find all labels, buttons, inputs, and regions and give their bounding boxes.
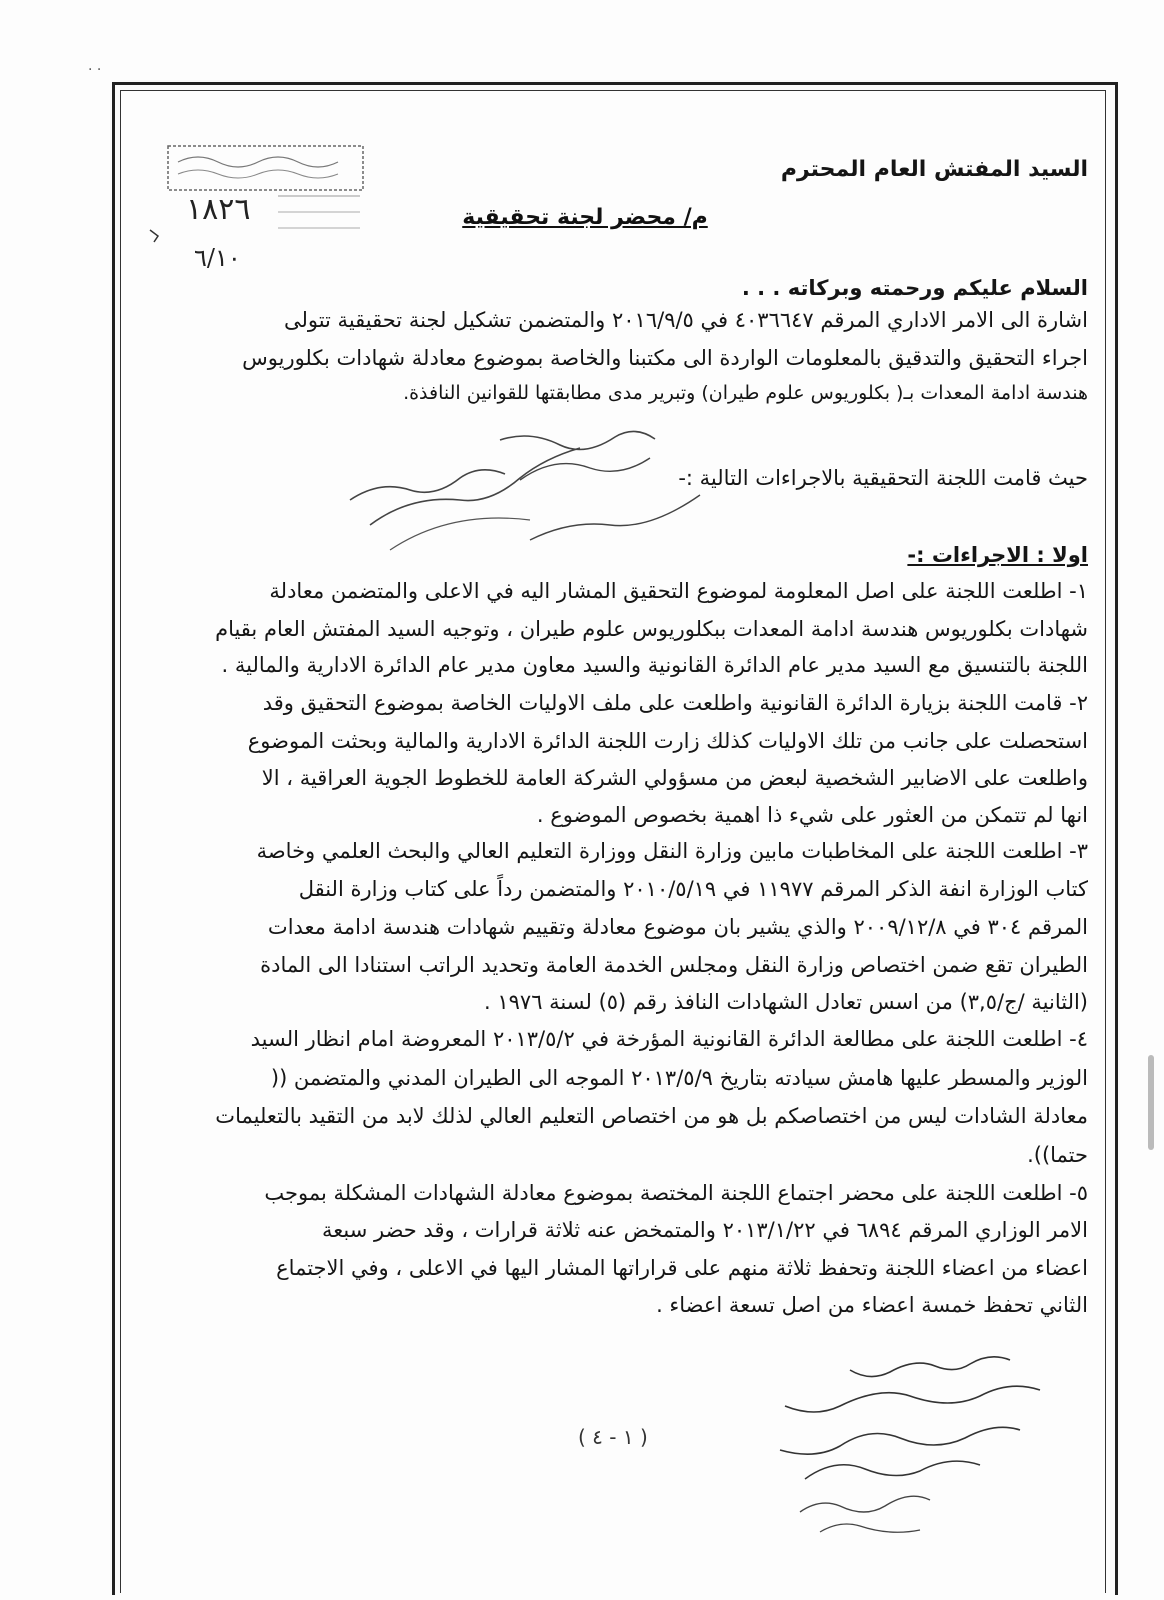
item-2-line: انها لم تتمكن من العثور على شيء ذا اهمية بخصوص الموضوع . <box>536 803 1088 827</box>
item-3-line: الطيران تقع ضمن اختصاص وزارة النقل ومجلس الخدمة العامة وتحديد الراتب استنادا الى المادة <box>260 953 1088 977</box>
intro-line: اشارة الى الامر الاداري المرقم ٤٠٣٦٦٤٧ في ٢٠١٦/٩/٥ والمتضمن تشكيل لجنة تحقيقية تتولى <box>283 308 1088 332</box>
addressee: السيد المفتش العام المحترم <box>780 157 1088 182</box>
item-5-line: الثاني تحفظ خمسة اعضاء من اصل تسعة اعضاء . <box>656 1293 1088 1317</box>
item-2-line: واطلعت على الاضابير الشخصية لبعض من مسؤولي الشركة العامة للخطوط الجوية العراقية ، الا <box>261 766 1088 790</box>
subject-line: م/ محضر لجنة تحقيقية <box>462 205 708 230</box>
item-2-line: ٢- قامت اللجنة بزيارة الدائرة القانونية واطلعت على ملف الاوليات الخاصة بموضوع التحقيق وقد <box>262 691 1088 715</box>
item-3-line: كتاب الوزارة انفة الذكر المرقم ١١٩٧٧ في ٢٠١٠/٥/١٩ والمتضمن رداً على كتاب وزارة النقل <box>298 877 1088 901</box>
section-title: اولا : الاجراءات :- <box>907 543 1088 567</box>
item-5-line: الامر الوزاري المرقم ٦٨٩٤ في ٢٠١٣/١/٢٢ والمتمخض عنه ثلاثة قرارات ، وقد حضر سبعة <box>321 1218 1088 1242</box>
page-number: ( ١ - ٤ ) <box>578 1425 648 1449</box>
item-1-line: اللجنة بالتنسيق مع السيد مدير عام الدائرة القانونية والسيد معاون مدير عام الدائرة الادارية والمالية . <box>221 653 1088 677</box>
item-4-line: حتما)). <box>1027 1143 1088 1167</box>
item-2-line: استحصلت على جانب من تلك الاوليات كذلك زارت اللجنة الدائرة الادارية والمالية وبحثت الموضوع <box>247 729 1088 753</box>
item-3-line: (الثانية /ج/٣,٥) من اسس تعادل الشهادات النافذ رقم (٥) لسنة ١٩٧٦ . <box>484 990 1088 1014</box>
stamp-date: ٦/١٠ <box>194 244 241 272</box>
stamp-number: ١٨٢٦ <box>186 192 251 227</box>
scrollbar-thumb[interactable] <box>1148 1055 1154 1150</box>
intro-line: هندسة ادامة المعدات بـ( بكلوريوس علوم طيران) وتبرير مدى مطابقتها للقوانين النافذة. <box>403 382 1088 404</box>
actions-intro: حيث قامت اللجنة التحقيقية بالاجراءات التالية :- <box>678 466 1088 490</box>
item-1-line: ١- اطلعت اللجنة على اصل المعلومة لموضوع التحقيق المشار اليه في الاعلى والمتضمن معادلة <box>269 579 1088 603</box>
item-5-line: اعضاء من اعضاء اللجنة وتحفظ ثلاثة منهم على قراراتها المشار اليها في الاعلى ، وفي الاجتماع <box>276 1256 1088 1280</box>
item-4-line: الوزير والمسطر عليها هامش سيادته بتاريخ ٢٠١٣/٥/٩ الموجه الى الطيران المدني والمتضمن (( <box>270 1066 1088 1090</box>
item-3-line: المرقم ٣٠٤ في ٢٠٠٩/١٢/٨ والذي يشير بان موضوع معادلة وتقييم شهادات هندسة ادامة معدات <box>267 915 1088 939</box>
item-4-line: معادلة الشادات ليس من اختصاصكم بل هو من اختصاص التعليم العالي لذلك لابد من التقيد بالتعليمات <box>215 1104 1088 1128</box>
intro-line: اجراء التحقيق والتدقيق بالمعلومات الواردة الى مكتبنا والخاصة بموضوع معادلة شهادات بكلوريوس <box>242 346 1088 370</box>
item-1-line: شهادات بكلوريوس هندسة ادامة المعدات ببكلوريوس علوم طيران ، وتوجيه السيد المفتش العام بقيام <box>215 617 1088 641</box>
corner-mark: · · <box>88 62 102 78</box>
item-5-line: ٥- اطلعت اللجنة على محضر اجتماع اللجنة المختصة بموضوع معادلة الشهادات المشكلة بموجب <box>264 1181 1088 1205</box>
greeting: السلام عليكم ورحمته وبركاته . . . <box>741 276 1088 300</box>
item-3-line: ٣- اطلعت اللجنة على المخاطبات مابين وزارة النقل ووزارة التعليم العالي والبحث العلمي وخاصة <box>256 839 1088 863</box>
item-4-line: ٤- اطلعت اللجنة على مطالعة الدائرة القانونية المؤرخة في ٢٠١٣/٥/٢ المعروضة امام انظار السيد <box>250 1027 1088 1051</box>
